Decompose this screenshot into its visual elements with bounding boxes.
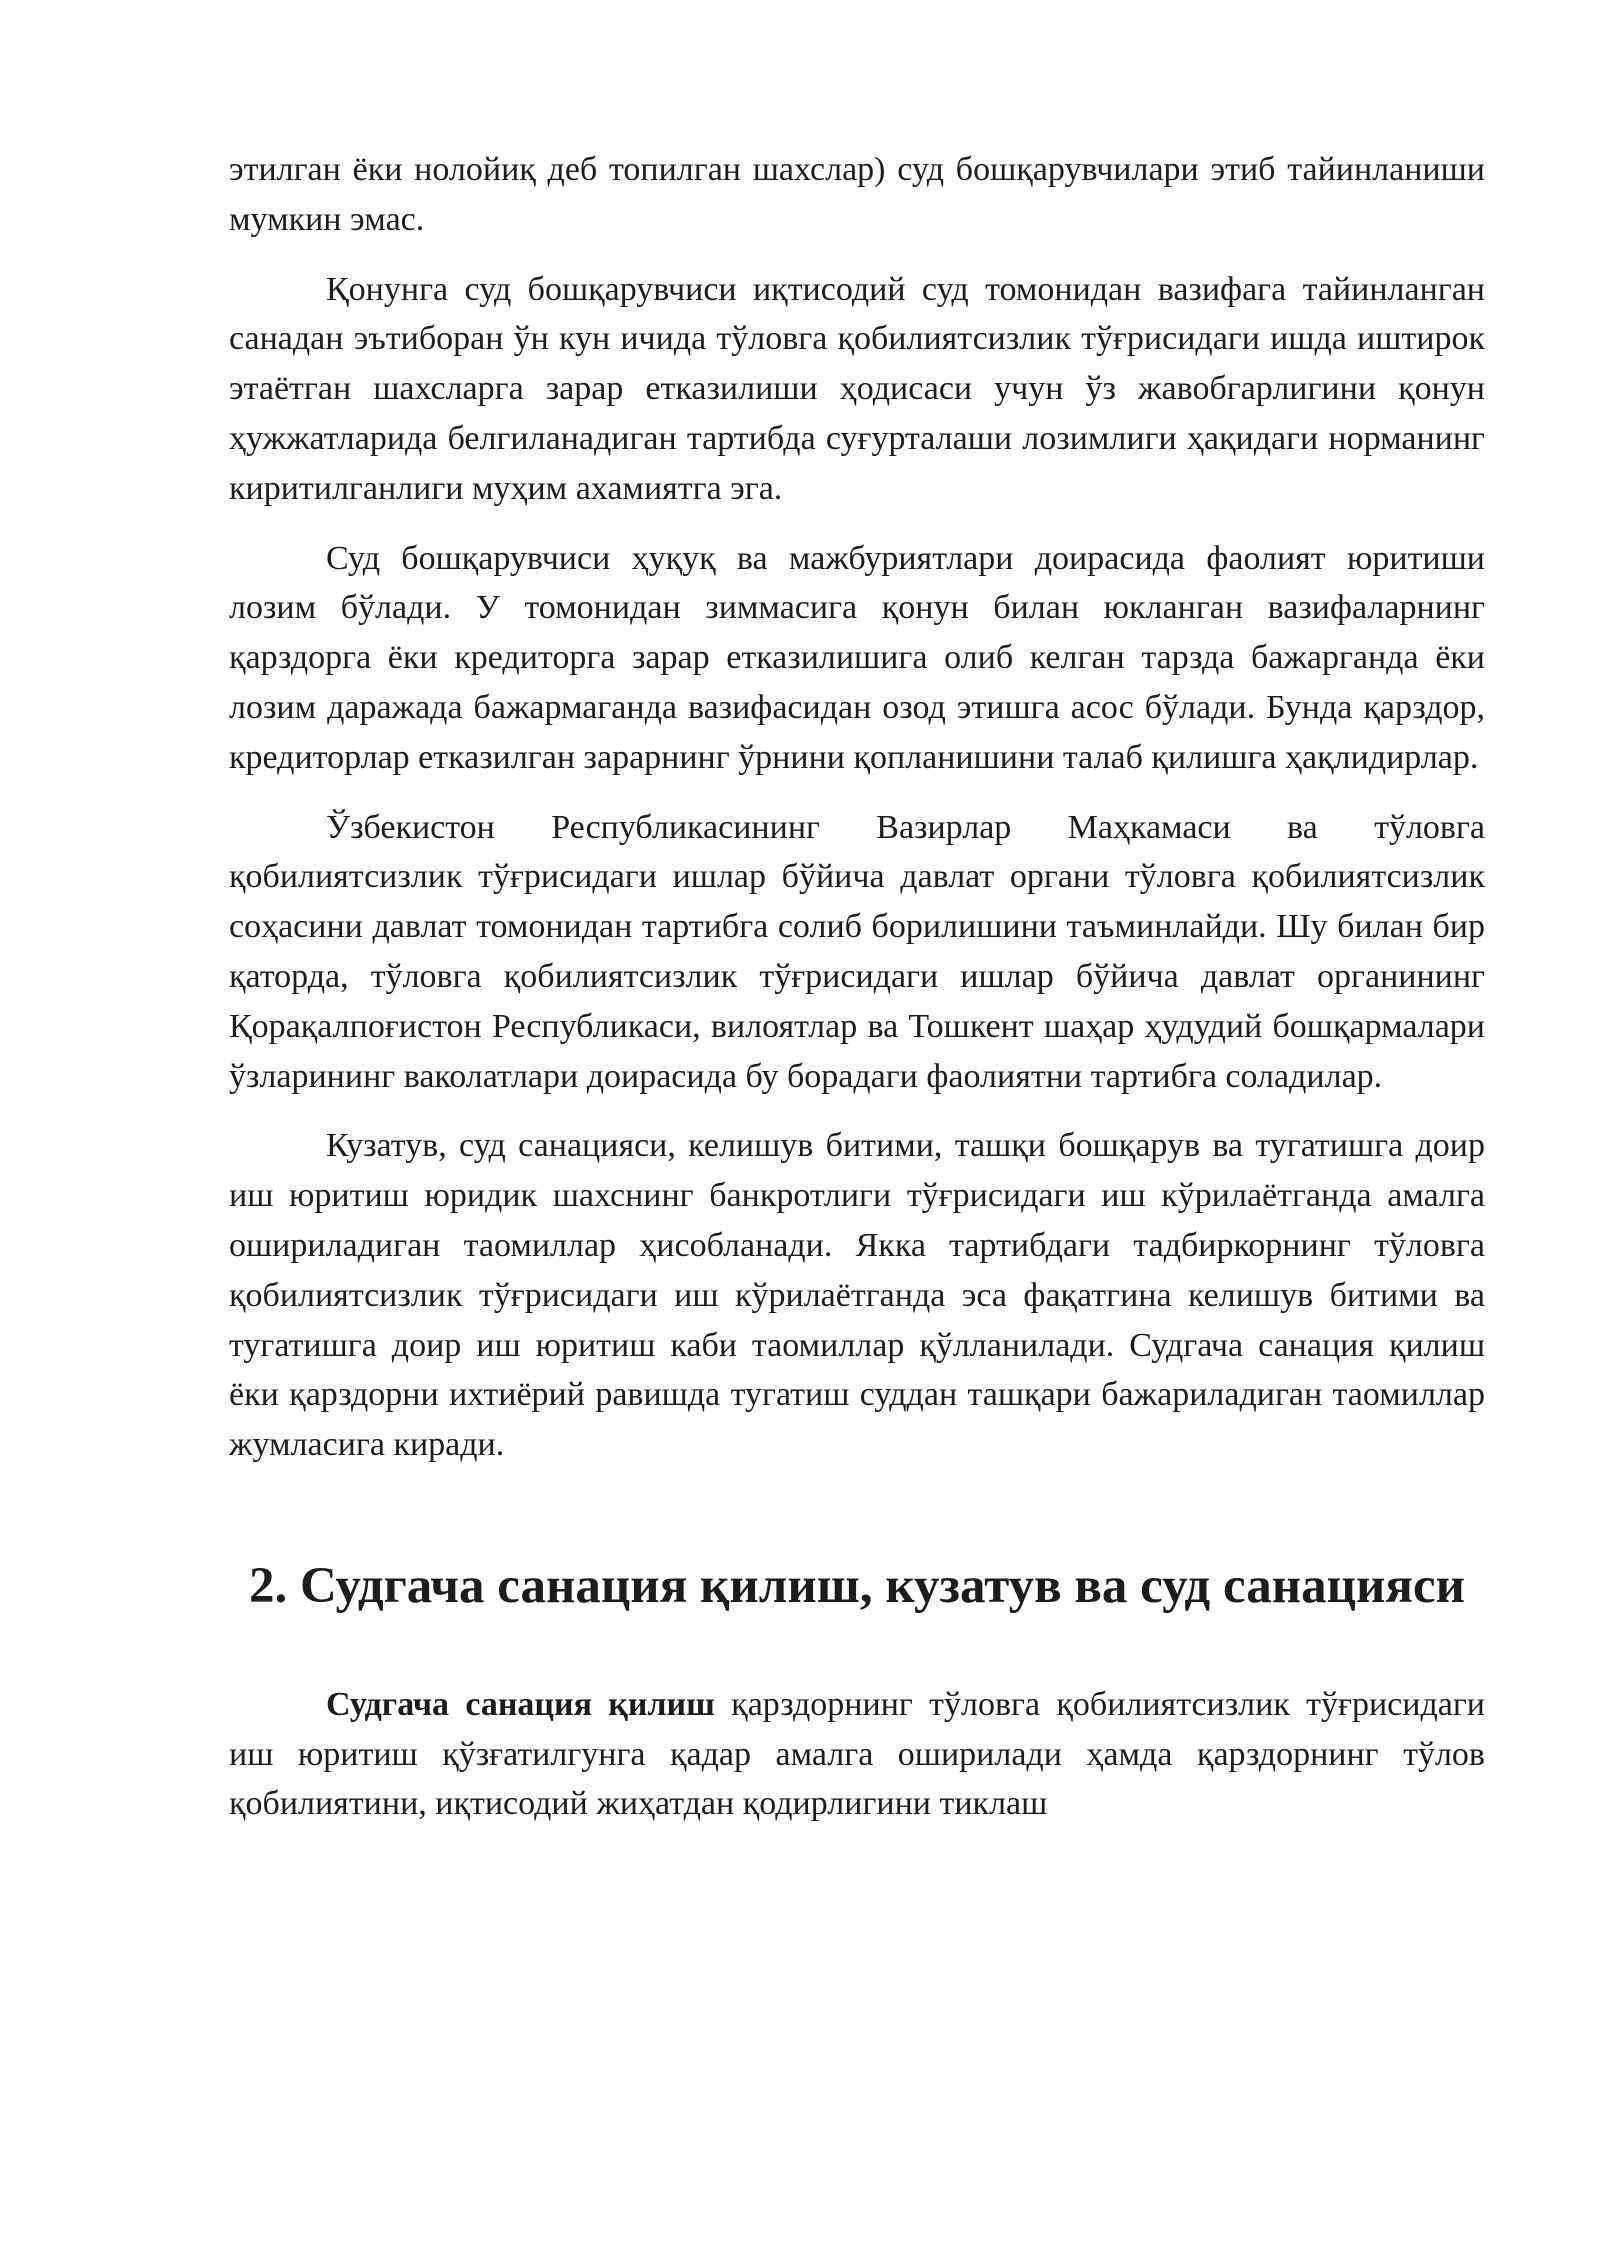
defined-term: Судгача санация қилиш	[326, 1685, 715, 1723]
paragraph-state-regulation: Ўзбекистон Республикасининг Вазирлар Маҳкамаси ва тўловга қобилиятсизлик тўғрисидаги ишлар бўйича давлат органи тўловга қобилиятсизлик соҳасини давлат томонидан тартибга солиб борилишини таъминлайди. Шу билан бир қаторда, тўловга қобилиятсизлик тўғрисидаги ишлар бўйича давлат органининг Қорақалпоғистон Республикаси, вилоятлар ва Тошкент шаҳар ҳудудий бошқармалари ўзларининг ваколатлари доирасида бу борадаги фаолиятни тартибга соладилар.	[229, 808, 1485, 1095]
section-heading: 2. Судгача санация қилиш, кузатув ва суд санацияси	[249, 1557, 1465, 1614]
paragraph-pretrial-sanation	[229, 1680, 1485, 1829]
paragraph-continuation: этилган ёки нолойиқ деб топилган шахслар) суд бошқарувчилари этиб тайинланиши мумкин эмас.	[229, 151, 1485, 238]
definition-text: қарздорнинг тўловга қобилиятсизлик тўғрисидаги иш юритиш қўзғатилгунга қадар амалга оширилади ҳамда қарздорнинг тўлов қобилиятини, иқтисодий жиҳатдан қодирлигини тиклаш	[229, 1685, 1485, 1823]
document-page	[229, 145, 1485, 1849]
paragraph-insurance: Қонунга суд бошқарувчиси иқтисодий суд томонидан вазифага тайинланган санадан эътиборан ўн кун ичида тўловга қобилиятсизлик тўғрисидаги ишда иштирок этаётган шахсларга зарар етказилиши ҳодисаси учун ўз жавобгарлигини қонун ҳужжатларида белгиланадиган тартибда суғурталаши лозимлиги ҳақидаги норманинг киритилганлиги муҳим ахамиятга эга.	[229, 270, 1485, 507]
paragraph-procedures: Кузатув, суд санацияси, келишув битими, ташқи бошқарув ва тугатишга доир иш юритиш юридик шахснинг банкротлиги тўғрисидаги иш кўрилаётганда амалга ошириладиган таомиллар ҳисобланади. Якка тартибдаги тадбиркорнинг тўловга қобилиятсизлик тўғрисидаги иш кўрилаётганда эса фақатгина келишув битими ва тугатишга доир иш юритиш каби таомиллар қўлланилади. Судгача санация қилиш ёки қарздорни ихтиёрий равишда тугатиш суддан ташқари бажариладиган таомиллар жумласига киради.	[229, 1127, 1485, 1464]
paragraph-manager-duties: Суд бошқарувчиси ҳуқуқ ва мажбуриятлари доирасида фаолият юритиши лозим бўлади. У томонидан зиммасига қонун билан юкланган вазифаларнинг қарздорга ёки кредиторга зарар етказилишига олиб келган тарзда бажарганда ёки лозим даражада бажармаганда вазифасидан озод этишга асос бўлади. Бунда қарздор, кредиторлар етказилган зарарнинг ўрнини қопланишини талаб қилишга ҳақлидирлар.	[229, 539, 1485, 776]
